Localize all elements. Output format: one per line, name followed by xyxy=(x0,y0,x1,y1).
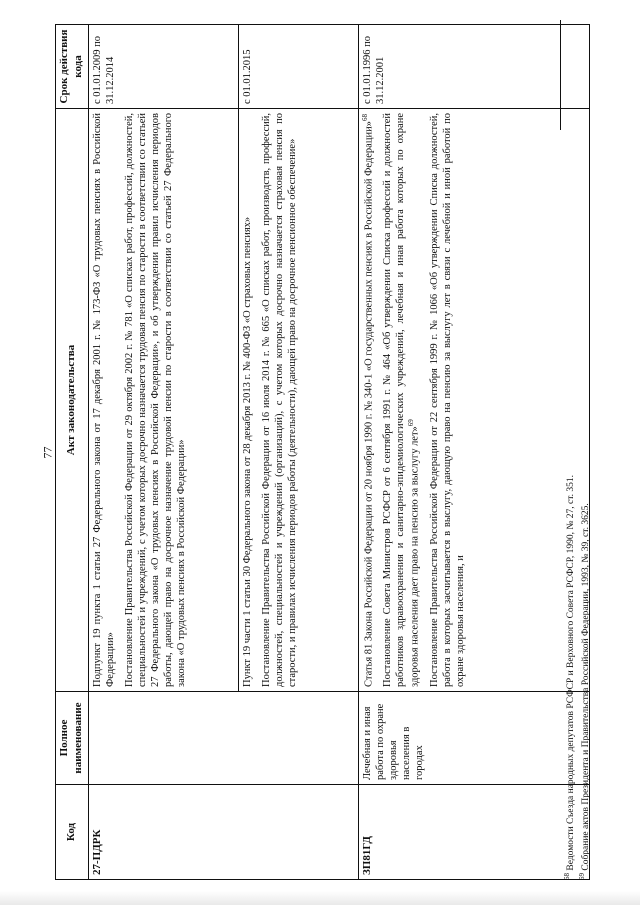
scan-edge xyxy=(0,891,640,905)
footnote xyxy=(578,503,593,880)
table-header-row xyxy=(56,25,89,880)
act-paragraph: Подпункт 19 пункта 1 статьи 27 Федерального закона от 17 декабря 2001 г. № 173-ФЗ «О трудовых пенсиях в Российской Федерации» xyxy=(91,113,116,687)
footnote-number: 68 xyxy=(563,873,571,880)
act-paragraph xyxy=(381,113,422,687)
footnote-text: Ведомости Съезда народных депутатов РСФСР и Верховного Совета РСФСР, 1990, № 27, ст. 351. xyxy=(566,474,577,871)
act-cell xyxy=(88,109,238,692)
act-text: Статья 81 Закона Российской Федерации от 20 ноября 1990 г. № 340-1 «О государственных пенсиях в Российской Федерации» xyxy=(363,121,374,687)
act-paragraph: Постановление Правительства Российской Федерации от 22 сентября 1999 г. № 1066 «Об утверждении Списка должностей, работа в которых засчитывается в выслугу, дающую право на пенсию за выслугу лет в связи с лечебной и иной работой по охране здоровья населения, и xyxy=(429,113,467,687)
term-cell xyxy=(88,25,238,109)
act-paragraph xyxy=(361,113,376,687)
code-cell: ЗП81ГД xyxy=(358,785,590,880)
act-text: Постановление Совета Министров РСФСР от 6 сентября 1991 г. № 464 «Об утверждении Списка профессий и должностей работников здравоохранения и санитарно-эпидемиологических учреждений, лечебная и иная работа которых по охране здоровья населения дает право на пенсию за выслугу лет» xyxy=(382,113,421,687)
table-row xyxy=(88,25,238,880)
act-cell xyxy=(238,109,358,692)
name-cell: Лечебная и иная работа по охране здоровья населения в городах xyxy=(358,692,590,785)
act-cell xyxy=(358,109,590,692)
legislation-table xyxy=(55,24,590,880)
table-row xyxy=(358,25,590,880)
footnote-text: Собрание актов Президента и Правительства Российской Федерации, 1993, № 39, ст. 3625. xyxy=(581,503,592,871)
footnotes xyxy=(563,474,593,880)
code-cell: 27-ПДРК xyxy=(88,785,358,880)
footnote xyxy=(563,474,578,880)
rotated-page xyxy=(55,25,590,880)
term-text: с 01.01.1996 по 31.12.2001 xyxy=(361,35,386,104)
term-text: с 01.01.2015 xyxy=(241,49,253,104)
page-number: 77 xyxy=(40,446,55,459)
act-paragraph: Постановление Правительства Российской Федерации от 29 октября 2002 г. № 781 «О списках работ, профессий, должностей, специальностей и учреждений, с учетом которых досрочно назначается трудовая пенсия по старости в соответствии со статьей 27 Федерального закона «О трудовых пенсиях в Российской Федерации», и об утверждении правил исчисления периодов работы, дающей право на досрочное назначение трудовой пенсии по старости в соответствии со статьей 27 Федерального закона «О трудовых пенсиях в Российской Федерации» xyxy=(123,113,188,687)
term-text: с 01.01.2009 по 31.12.2014 xyxy=(91,35,116,104)
header-act: Акт законодательства xyxy=(56,109,89,692)
footnote-ref: 69 xyxy=(407,419,416,427)
name-cell xyxy=(88,692,358,785)
header-term: Срок действия кода xyxy=(56,25,89,109)
act-paragraph: Постановление Правительства Российской Федерации от 16 июля 2014 г. № 665 «О списках работ, производств, профессий, должностей, специальностей и учреждений (организаций), с учетом которых досрочно назначается страховая пенсия по старости, и правилах исчисления периодов работы (деятельности), дающей право на досрочное пенсионное обеспечение» xyxy=(260,113,298,687)
footnote-ref: 68 xyxy=(360,114,369,122)
header-name: Полное наименование xyxy=(56,692,89,785)
term-cell xyxy=(238,25,358,109)
header-code: Код xyxy=(56,785,89,880)
footnote-number: 69 xyxy=(578,873,587,880)
footnote-separator xyxy=(560,20,561,130)
act-paragraph: Пункт 19 части 1 статьи 30 Федерального закона от 28 декабря 2013 г. № 400-ФЗ «О страховых пенсиях» xyxy=(241,216,253,687)
term-cell xyxy=(358,25,590,109)
